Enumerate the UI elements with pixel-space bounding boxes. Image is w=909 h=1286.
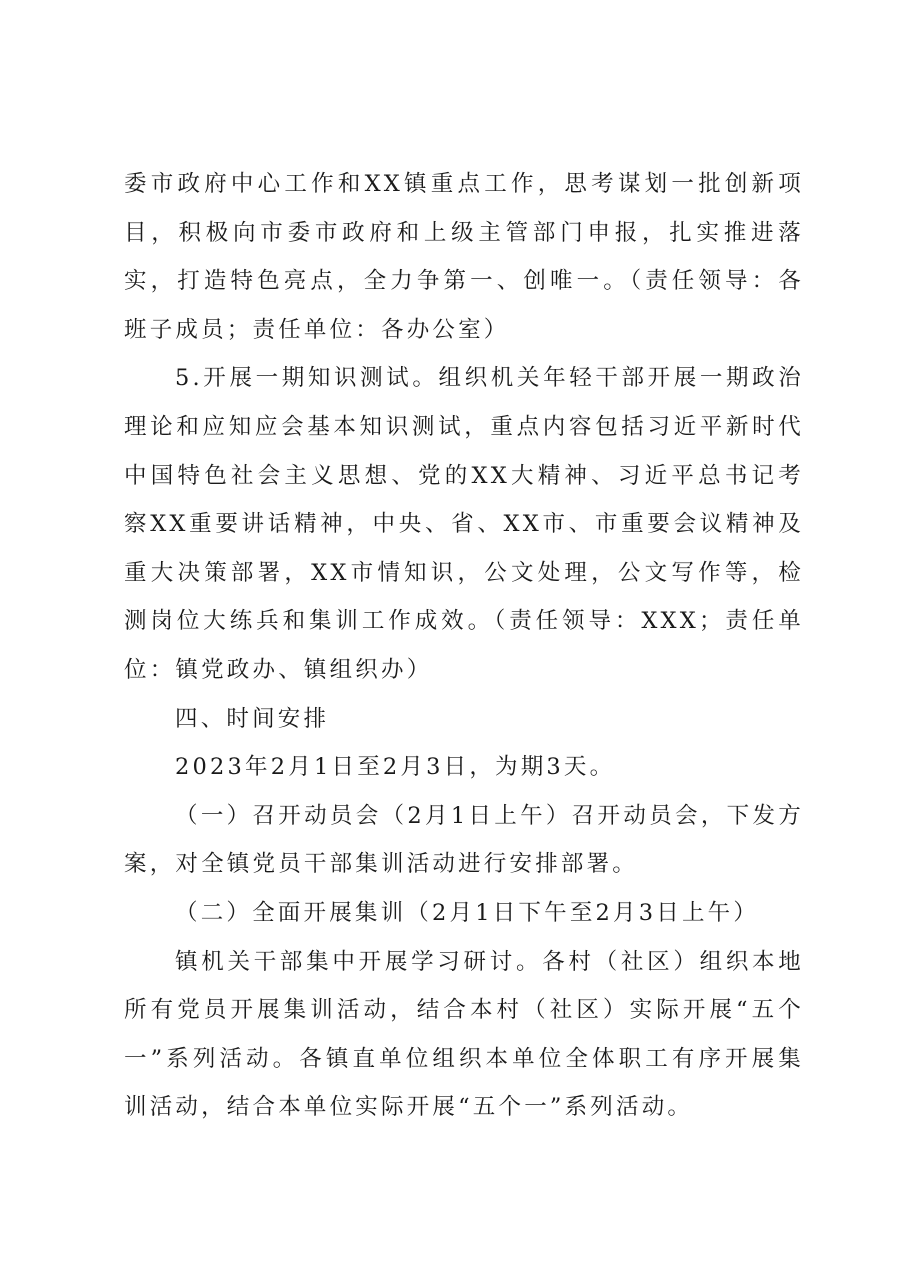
subheading-full-training: （二）全面开展集训（2月1日下午至2月3日上午） (175, 899, 760, 926)
paragraph-date-range: 2023年2月1日至2月3日，为期3天。 (175, 754, 616, 781)
paragraph-training-details: 镇机关干部集中开展学习研讨。各村（社区）组织本地所有党员开展集训活动，结合本村（社区）实际开展“五个一”系列活动。各镇直单位组织本单位全体职工有序开展集训活动，结合本单位实际开展“五个一”系列活动。 (124, 948, 804, 1121)
document-body (124, 160, 804, 1132)
paragraph-mobilization-meeting: （一）召开动员会（2月1日上午）召开动员会，下发方案，对全镇党员干部集训活动进行安排部署。 (124, 802, 804, 878)
paragraph-knowledge-test: 5.开展一期知识测试。组织机关年轻干部开展一期政治理论和应知应会基本知识测试，重点内容包括习近平新时代中国特色社会主义思想、党的XX大精神、习近平总书记考察XX重要讲话精神，中央、省、XX市、市重要会议精神及重大决策部署，XX市情知识，公文处理，公文写作等，检测岗位大练兵和集训工作成效。（责任领导：XXX；责任单位：镇党政办、镇组织办） (124, 365, 804, 683)
paragraph-continuation: 委市政府中心工作和XX镇重点工作，思考谋划一批创新项目，积极向市委市政府和上级主管部门申报，扎实推进落实，打造特色亮点，全力争第一、创唯一。（责任领导：各班子成员；责任单位：各办公室） (124, 171, 804, 343)
section-heading-schedule: 四、时间安排 (175, 705, 330, 732)
